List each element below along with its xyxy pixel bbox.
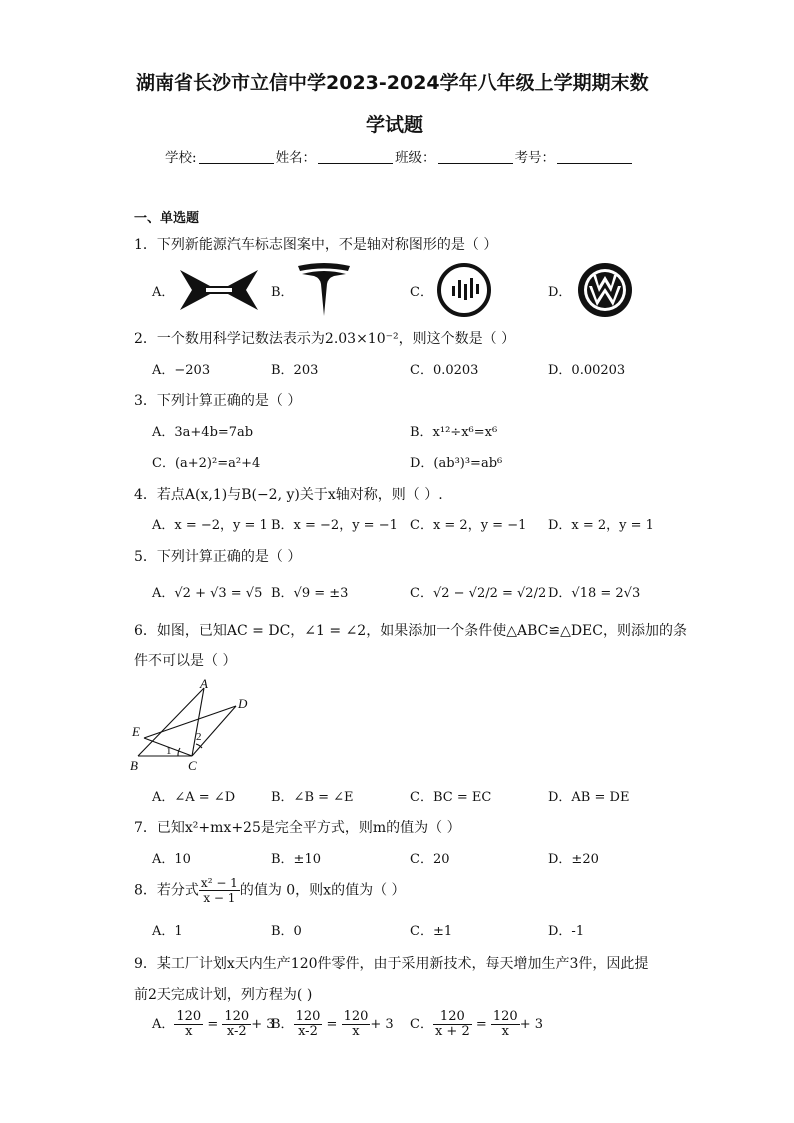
q8-option-d[interactable]: D．-1 <box>548 924 585 939</box>
q7-option-b[interactable]: B．±10 <box>271 852 321 867</box>
q1-option-c-label: C． <box>410 285 433 300</box>
q2-option-c[interactable]: C．0.0203 <box>410 363 479 378</box>
q6-geometry-figure <box>130 676 260 774</box>
q9-a-tail: + 3 <box>251 1017 275 1032</box>
q5-option-a[interactable]: A．√2 + √3 = √5 <box>152 586 263 601</box>
q3-option-c[interactable]: C．(a+2)²=a²+4 <box>152 456 261 471</box>
q9-c-left-num: 120 <box>433 1010 472 1025</box>
tesla-logo-icon <box>296 262 352 318</box>
q9-a-left-den: x <box>185 1024 193 1039</box>
q9-a-right-num: 120 <box>224 1009 250 1024</box>
q5-option-c[interactable]: C．√2 − √2/2 = √2/2 <box>410 586 547 601</box>
q6-option-b[interactable]: B．∠B = ∠E <box>271 790 354 805</box>
q6-option-d[interactable]: D．AB = DE <box>548 790 630 805</box>
q9-option-b[interactable]: B． $\frac{120}{x-2}$ = $\frac{120}{x}$ + 3 <box>271 1009 394 1039</box>
figure-label-e: E <box>132 724 140 739</box>
question-8-stem <box>134 876 406 905</box>
q9-option-a[interactable]: A． $\frac{120}{x}$ = $\frac{120}{x-2}$ + 3 <box>152 1009 275 1039</box>
q2-option-d[interactable]: D．0.00203 <box>548 363 626 378</box>
q8-option-c[interactable]: C．±1 <box>410 924 453 939</box>
q6-option-c[interactable]: C．BC = EC <box>410 790 492 805</box>
question-6-stem-line2: 件不可以是（ ） <box>134 653 237 669</box>
figure-label-c: C <box>188 758 197 773</box>
class-label: 班级： <box>395 150 436 166</box>
q4-option-a[interactable]: A．x = −2，y = 1 <box>152 518 268 533</box>
q1-option-d-label: D． <box>548 285 572 300</box>
volkswagen-logo-icon <box>577 262 633 318</box>
q2-option-a[interactable]: A．−203 <box>152 363 211 378</box>
figure-label-d: D <box>238 696 248 711</box>
question-7-stem: 7．已知x²+mx+25是完全平方式，则m的值为（ ） <box>134 820 461 836</box>
question-9-stem-line1: 9．某工厂计划x天内生产120件零件，由于采用新技术，每天增加生产3件，因此提 <box>134 956 649 972</box>
q9-option-c-label: C． <box>410 1017 433 1032</box>
q8-stem-post: 的值为 0，则x的值为（ ） <box>239 882 406 899</box>
question-6-stem-line1: 6．如图，已知AC = DC，∠1 = ∠2，如果添加一个条件使△ABC≌△DEC，则添加的条 <box>134 623 687 639</box>
q9-option-a-label: A． <box>152 1017 175 1032</box>
q1-option-b-label: B． <box>271 285 294 300</box>
q9-a-right-den: x-2 <box>226 1024 247 1039</box>
q7-option-d[interactable]: D．±20 <box>548 852 599 867</box>
q3-option-d[interactable]: D．(ab³)³=ab⁶ <box>410 456 503 471</box>
name-label: 姓名： <box>275 150 317 166</box>
hiphi-logo-icon <box>436 262 492 318</box>
question-2-stem: 2．一个数用科学记数法表示为2.03×10⁻²，则这个数是（ ） <box>134 331 516 347</box>
figure-label-b: B <box>130 758 138 773</box>
q5-option-b[interactable]: B．√9 = ±3 <box>271 586 349 601</box>
q8-stem-pre: 8．若分式 <box>134 882 199 899</box>
q9-b-tail: + 3 <box>370 1017 394 1032</box>
q9-option-b-label: B． <box>271 1017 294 1032</box>
name-field[interactable] <box>318 149 393 164</box>
question-5-stem: 5．下列计算正确的是（ ） <box>134 549 302 565</box>
q4-option-c[interactable]: C．x = 2，y = −1 <box>410 518 527 533</box>
q6-option-a[interactable]: A．∠A = ∠D <box>152 790 236 805</box>
q9-option-c[interactable]: C． $\frac{120}{x + 2}$ = $\frac{120}{x}$ + 3 <box>410 1009 544 1039</box>
number-label: 考号： <box>514 150 556 166</box>
q8-option-b[interactable]: B．0 <box>271 924 302 939</box>
q5-option-d[interactable]: D．√18 = 2√3 <box>548 586 641 601</box>
q8-fraction-numerator: x² − 1 <box>200 876 238 890</box>
question-3-stem: 3．下列计算正确的是（ ） <box>134 393 302 409</box>
q4-option-b[interactable]: B．x = −2，y = −1 <box>271 518 398 533</box>
school-label: 学校: <box>165 150 197 166</box>
q4-option-d[interactable]: D．x = 2，y = 1 <box>548 518 654 533</box>
q3-option-b[interactable]: B．x¹²÷x⁶=x⁶ <box>410 425 498 440</box>
figure-angle-1: 1 <box>166 745 172 757</box>
q9-c-tail: + 3 <box>519 1017 544 1032</box>
page-title-line2: 学试题 <box>366 114 424 136</box>
xpeng-logo-icon <box>178 268 260 312</box>
q9-c-left-den: x + 2 <box>434 1024 470 1039</box>
q8-fraction-denominator: x − 1 <box>203 891 236 905</box>
question-4-stem: 4．若点A(x,1)与B(−2, y)关于x轴对称，则（ ）. <box>134 487 443 503</box>
q9-b-right-den: x <box>352 1024 360 1039</box>
q7-option-a[interactable]: A．10 <box>152 852 191 867</box>
number-field[interactable] <box>557 149 632 164</box>
question-1-stem: 1．下列新能源汽车标志图案中，不是轴对称图形的是（ ） <box>134 237 498 253</box>
school-field[interactable] <box>199 149 274 164</box>
q9-b-left-num: 120 <box>295 1009 321 1024</box>
q2-option-b[interactable]: B．203 <box>271 363 319 378</box>
q7-option-c[interactable]: C．20 <box>410 852 450 867</box>
q9-a-left-num: 120 <box>176 1009 202 1024</box>
class-field[interactable] <box>438 149 513 164</box>
q8-option-a[interactable]: A．1 <box>152 924 183 939</box>
student-info-row <box>165 146 634 166</box>
q1-option-a-label: A． <box>152 285 175 300</box>
q9-b-right-num: 120 <box>343 1009 369 1024</box>
figure-angle-2: 2 <box>196 731 202 743</box>
q9-b-left-den: x-2 <box>298 1024 318 1039</box>
question-9-stem-line2: 前2天完成计划，列方程为( ) <box>134 987 313 1003</box>
section-heading: 一、单选题 <box>134 211 200 226</box>
q9-c-right-den: x <box>501 1024 509 1039</box>
figure-label-a: A <box>200 676 208 691</box>
q3-option-a[interactable]: A．3a+4b=7ab <box>152 425 254 440</box>
page-title-line1: 湖南省长沙市立信中学2023-2024学年八年级上学期期末数 <box>136 72 649 94</box>
q9-c-right-num: 120 <box>492 1009 518 1024</box>
